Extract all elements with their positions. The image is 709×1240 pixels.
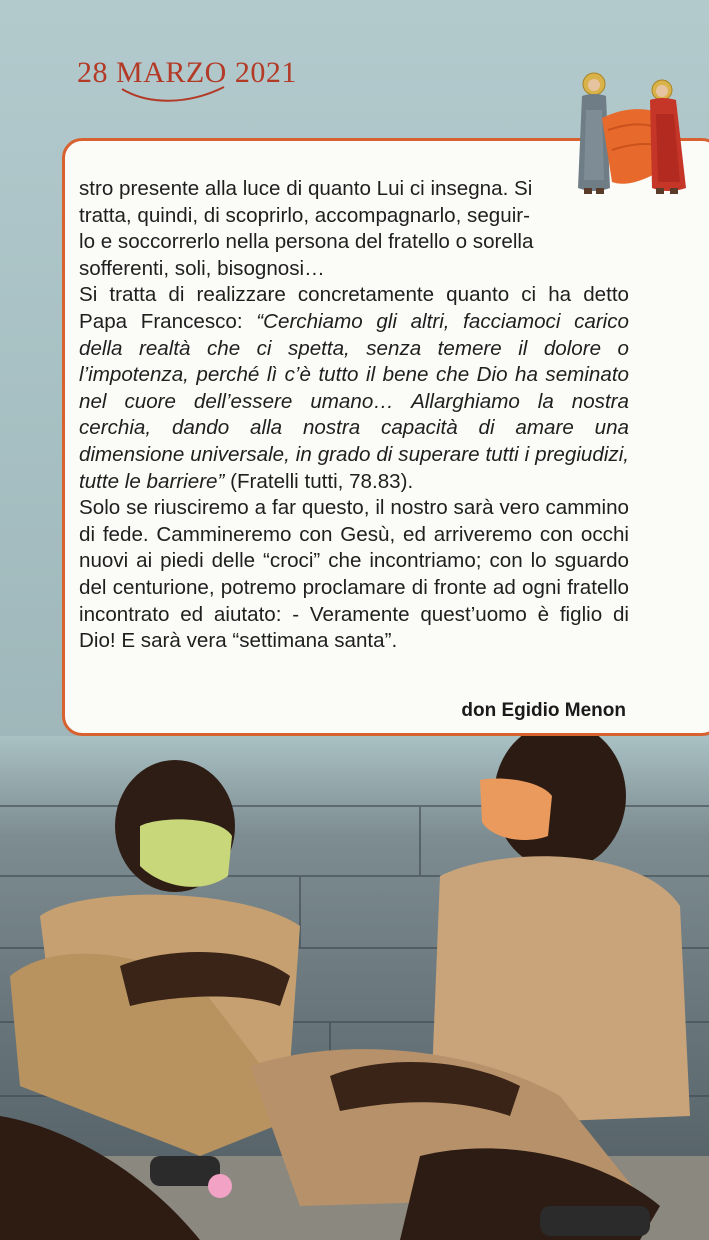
article-line-3: lo e soccorrerlo nella persona del fratello o sorella (79, 230, 534, 254)
article-paragraph-2-intro: Si tratta di realizzare concretamente quanto ci ha detto Papa Francesco: (79, 283, 629, 333)
article-line-4: sofferenti, soli, bisognosi… (79, 256, 325, 280)
quote-citation: (Fratelli tutti, 78.83). (224, 469, 414, 493)
children-with-face-masks-photo (0, 736, 709, 1240)
author-signature: don Egidio Menon (461, 700, 626, 721)
article-paragraph-3: Solo se riusciremo a far questo, il nostro sarà vero cammino di fede. Cammineremo con Gesù, ed arriveremo con occhi nuovi ai piedi delle “croci” che incontriamo; con lo sguardo del centurione, potremo proclamare di fronte ad ogni fratello incontrato ed aiutato: - Veramente quest’uomo è figlio di Dio! E sarà vera “settimana santa”. (79, 496, 629, 653)
page-date: 28 MARZO 2021 (77, 56, 297, 89)
article-paragraph-2 (79, 282, 629, 495)
date-swash-decoration (118, 83, 228, 105)
pope-quote: “Cerchiamo gli altri, facciamoci carico della realtà che ci spetta, senza temere il dolore o l’impotenza, perché lì c’è tutto il bene che Dio ha seminato nel cuore dell’essere umano… Allarghiamo la nostra cerchia, dando alla nostra capacità di amare una dimensione universale, in grado di superare tutti i pregiudizi, tutte le barriere” (79, 309, 629, 493)
article-line-1: stro presente alla luce di quanto Lui ci insegna. Si (79, 177, 533, 200)
article-body (79, 176, 629, 655)
article-line-2: tratta, quindi, di scoprirlo, accompagnarlo, seguir- (79, 203, 530, 227)
